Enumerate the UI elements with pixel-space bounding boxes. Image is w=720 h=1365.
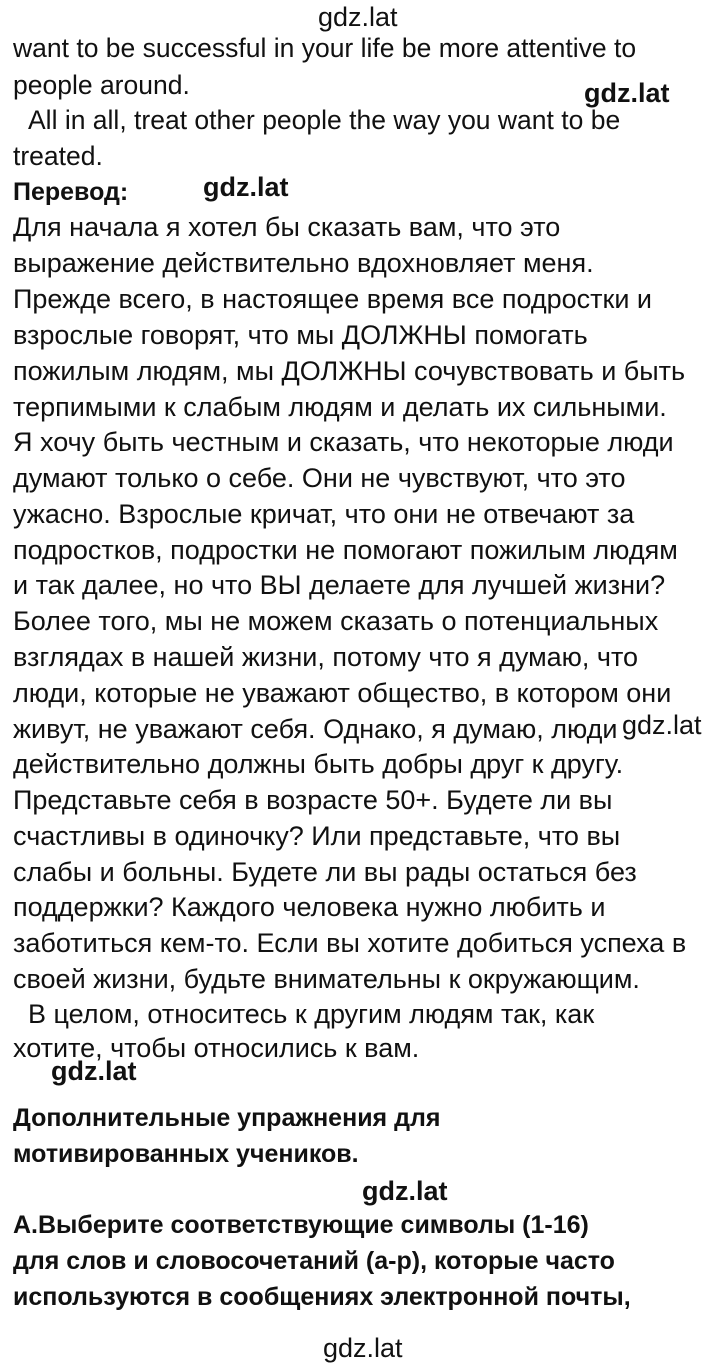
english-line: want to be successful in your life be more attentive to [13,33,637,63]
translation-line: думают только о себе. Они не чувствуют, что это [13,463,626,493]
translation-line: живут, не уважают себя. Однако, я думаю, люди [13,714,618,744]
watermark-task: gdz.lat [362,1176,448,1206]
translation-line: Представьте себя в возрасте 50+. Будете ли вы [13,785,613,815]
translation-line: взрослые говорят, что мы ДОЛЖНЫ помогать [13,320,588,350]
watermark-bottom: gdz.lat [323,1333,403,1363]
watermark-translation-label: gdz.lat [203,172,289,202]
translation-line: действительно должны быть добры друг к другу. [13,749,624,779]
translation-line: пожилым людям, мы ДОЛЖНЫ сочувствовать и быть [13,356,686,386]
extra-exercises-heading: Дополнительные упражнения для [13,1104,441,1132]
extra-exercises-heading: мотивированных учеников. [13,1140,359,1168]
translation-line: заботиться кем-то. Если вы хотите добиться успеха в [13,928,687,958]
watermark-right-2: gdz.lat [622,710,702,740]
translation-line: взглядах в нашей жизни, потому что я думаю, что [13,642,639,672]
translation-line: счастливы в одиночку? Или представьте, что вы [13,821,621,851]
translation-line: ужасно. Взрослые кричат, что они не отвечают за [13,499,635,529]
translation-line: подростков, подростки не помогают пожилым людям [13,535,678,565]
english-line: All in all, treat other people the way you want to be [28,105,621,135]
translation-line: терпимыми к слабым людям и делать их сильными. [13,392,667,422]
watermark-right-1: gdz.lat [584,78,670,108]
watermark-mid: gdz.lat [51,1056,137,1086]
translation-line: своей жизни, будьте внимательны к окружающим. [13,964,640,994]
translation-label: Перевод: [13,178,129,206]
english-line: people around. [13,70,190,100]
translation-line: Я хочу быть честным и сказать, что некоторые люди [13,427,674,457]
translation-line: Прежде всего, в настоящее время все подростки и [13,284,653,314]
task-a-line: используются в сообщениях электронной почты, [13,1283,631,1311]
translation-line: слабы и больны. Будете ли вы рады остаться без [13,857,637,887]
translation-line: и так далее, но что ВЫ делаете для лучшей жизни? [13,570,666,600]
translation-line: люди, которые не уважают общество, в котором они [13,678,672,708]
translation-line: Более того, мы не можем сказать о потенциальных [13,606,659,636]
task-a-line: для слов и словосочетаний (a-p), которые часто [13,1247,615,1275]
english-line: treated. [13,141,103,171]
task-a-line: А.Выберите соответствующие символы (1-16) [13,1211,589,1239]
translation-line: выражение действительно вдохновляет меня. [13,248,594,278]
translation-line: Для начала я хотел бы сказать вам, что это [13,212,561,242]
translation-line: поддержки? Каждого человека нужно любить и [13,892,606,922]
watermark-top: gdz.lat [318,2,398,32]
translation-line: хотите, чтобы относились к вам. [13,1033,420,1063]
translation-line: В целом, относитесь к другим людям так, как [28,999,595,1029]
